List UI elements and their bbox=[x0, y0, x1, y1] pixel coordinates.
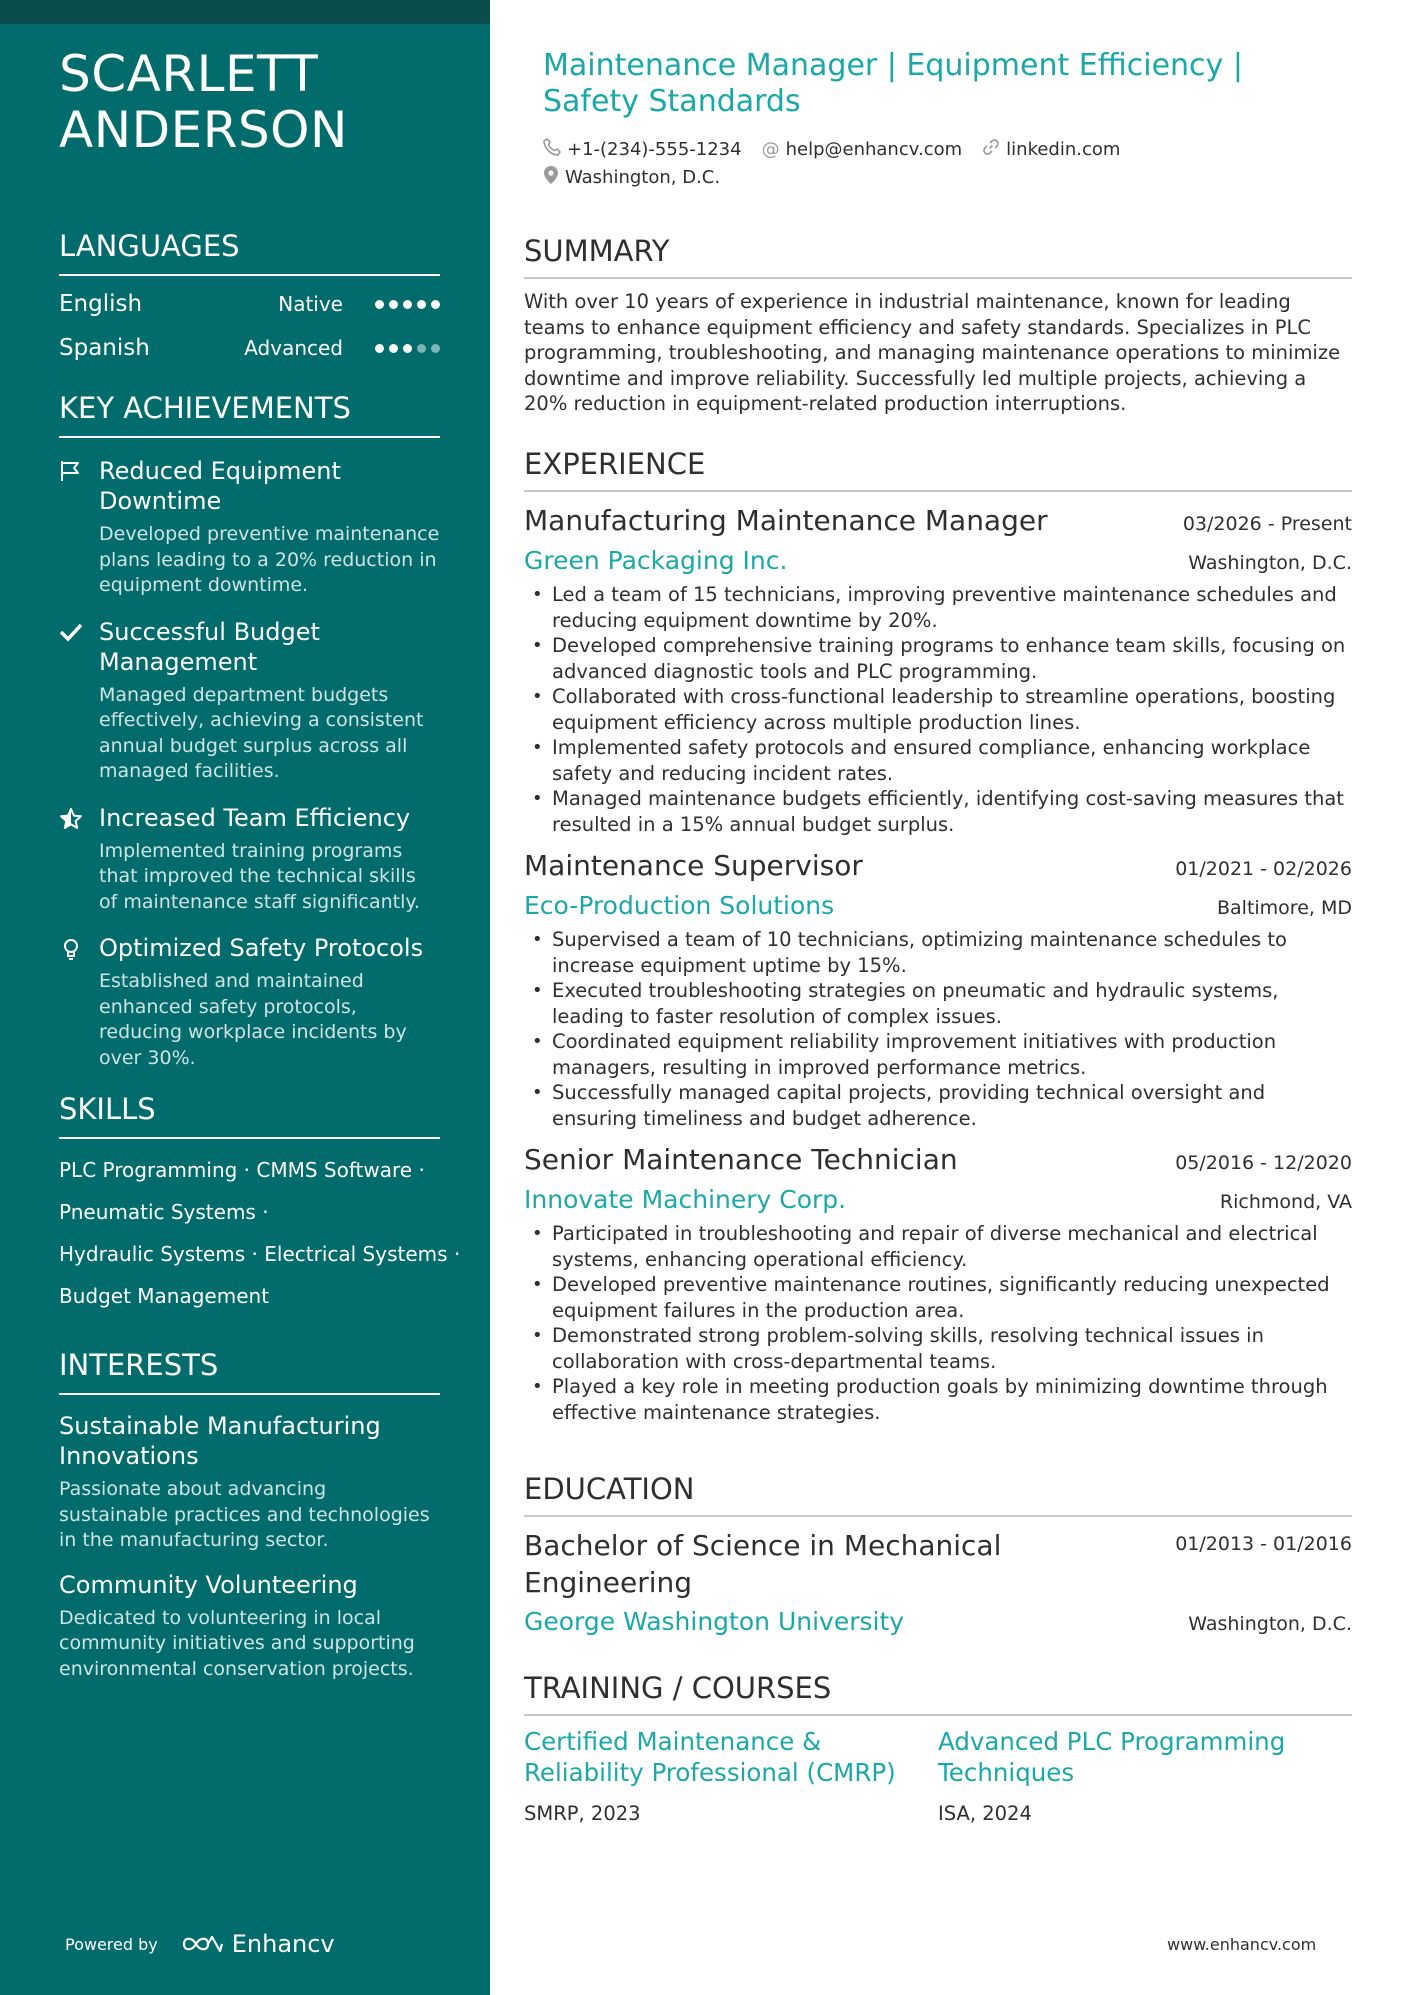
enhancv-logo-icon bbox=[180, 1932, 224, 1956]
language-row bbox=[59, 326, 440, 370]
education-entry bbox=[524, 1527, 1352, 1641]
training-section bbox=[524, 1670, 1352, 1825]
language-row bbox=[59, 282, 440, 326]
achievement-desc: Managed department budgets effectively, achieving a consistent annual budget surplus across all managed facilities. bbox=[99, 683, 424, 782]
interest-desc: Dedicated to volunteering in local community initiatives and supporting environmental conservation projects. bbox=[59, 1606, 415, 1680]
job-bullet: • Collaborated with cross-functional leadership to streamline operations, boosting equipment efficiency across multiple production lines. bbox=[524, 684, 1352, 735]
contact-linkedin[interactable] bbox=[982, 138, 1120, 161]
achievement-desc: Established and maintained enhanced safety protocols, reducing workplace incidents by over 30%. bbox=[99, 970, 407, 1069]
job-bullet: • Played a key role in meeting production goals by minimizing downtime through effective maintenance strategies. bbox=[524, 1374, 1352, 1425]
rating-dot-empty bbox=[417, 344, 426, 353]
summary-title: SUMMARY bbox=[524, 233, 1352, 279]
course-provider: SMRP, 2023 bbox=[524, 1802, 641, 1825]
achievement-title: Optimized Safety Protocols bbox=[99, 934, 424, 962]
company-name: Green Packaging Inc. bbox=[524, 546, 788, 575]
name-line-1: SCARLETT bbox=[59, 45, 319, 103]
sidebar-top-bar bbox=[0, 0, 490, 24]
achievement-title: Increased Team Efficiency bbox=[99, 803, 411, 832]
flag-icon bbox=[59, 456, 99, 599]
job-bullet: • Supervised a team of 10 technicians, optimizing maintenance schedules to increase equipment uptime by 15%. bbox=[524, 927, 1352, 978]
contact-phone[interactable] bbox=[543, 138, 742, 161]
skills-title: SKILLS bbox=[59, 1091, 440, 1139]
rating-dot-filled bbox=[417, 300, 426, 309]
interest-desc: Passionate about advancing sustainable practices and technologies in the manufacturing sector. bbox=[59, 1478, 430, 1551]
company-name: Eco-Production Solutions bbox=[524, 891, 835, 920]
job-title: Maintenance Supervisor bbox=[524, 849, 863, 882]
job-dates: 03/2026 - Present bbox=[1182, 513, 1352, 535]
language-name: Spanish bbox=[59, 335, 150, 361]
rating-dot-filled bbox=[375, 300, 384, 309]
interest-item bbox=[59, 1570, 440, 1683]
footer-url[interactable]: www.enhancv.com bbox=[1167, 1935, 1317, 1954]
skill-line: PLC Programming · CMMS Software · bbox=[59, 1158, 425, 1182]
job-location: Baltimore, MD bbox=[1216, 897, 1352, 919]
skill-line: Pneumatic Systems · bbox=[59, 1200, 269, 1224]
name-line-2: ANDERSON bbox=[59, 101, 348, 159]
achievement-item bbox=[59, 617, 440, 785]
job-location: Richmond, VA bbox=[1219, 1191, 1352, 1213]
language-rating bbox=[375, 300, 440, 309]
rating-dot-filled bbox=[389, 344, 398, 353]
phone-icon bbox=[543, 138, 561, 161]
language-rating bbox=[375, 344, 440, 353]
skills-section bbox=[59, 1091, 461, 1317]
languages-title: LANGUAGES bbox=[59, 228, 440, 276]
powered-by bbox=[65, 1930, 335, 1958]
interests-title: INTERESTS bbox=[59, 1347, 440, 1395]
sidebar bbox=[0, 0, 490, 1995]
enhancv-brand-text: Enhancv bbox=[231, 1930, 335, 1958]
degree: Bachelor of Science in Mechanical Engineering bbox=[524, 1529, 1002, 1599]
training-title: TRAINING / COURSES bbox=[524, 1670, 1352, 1716]
achievement-title: Successful Budget Management bbox=[99, 617, 320, 676]
rating-dot-filled bbox=[403, 300, 412, 309]
course-title: Advanced PLC Programming Techniques bbox=[938, 1727, 1286, 1787]
company-name: Innovate Machinery Corp. bbox=[524, 1185, 847, 1214]
job-bullet: • Executed troubleshooting strategies on pneumatic and hydraulic systems, leading to faster resolution of complex issues. bbox=[524, 978, 1352, 1029]
education-section bbox=[524, 1471, 1352, 1641]
achievement-item bbox=[59, 933, 440, 1071]
school-name: George Washington University bbox=[524, 1607, 905, 1636]
rating-dot-filled bbox=[431, 300, 440, 309]
contact-info bbox=[543, 135, 1343, 191]
experience-title: EXPERIENCE bbox=[524, 446, 1352, 492]
summary-text: With over 10 years of experience in industrial maintenance, known for leading teams to enhance equipment efficiency and safety standards. Specializes in PLC programming, troubleshooting, and managing maintenance operations to minimize downtime and improve reliability. Successfully led multiple projects, achieving a 20% reduction in equipment-related production interruptions. bbox=[524, 290, 1341, 415]
achievement-desc: Developed preventive maintenance plans leading to a 20% reduction in equipment downtime. bbox=[99, 523, 440, 596]
education-location: Washington, D.C. bbox=[1188, 1613, 1352, 1635]
achievements-section bbox=[59, 390, 440, 1071]
interest-title: Sustainable Manufacturing Innovations bbox=[59, 1412, 381, 1470]
job-bullets bbox=[524, 1221, 1352, 1425]
job-bullets bbox=[524, 927, 1352, 1131]
language-name: English bbox=[59, 291, 143, 317]
course-title: Certified Maintenance & Reliability Professional (CMRP) bbox=[524, 1727, 896, 1787]
interests-section bbox=[59, 1347, 440, 1682]
skill-line: Budget Management bbox=[59, 1284, 270, 1308]
checkmark-icon bbox=[59, 617, 99, 785]
interest-title: Community Volunteering bbox=[59, 1570, 358, 1599]
enhancv-logo[interactable] bbox=[180, 1930, 335, 1958]
at-icon: @ bbox=[761, 138, 780, 160]
experience-section bbox=[524, 446, 1352, 1425]
language-level: Native bbox=[278, 292, 343, 316]
education-dates: 01/2013 - 01/2016 bbox=[1175, 1533, 1352, 1555]
rating-dot-empty bbox=[431, 344, 440, 353]
achievement-desc: Implemented training programs that improved the technical skills of maintenance staff significantly. bbox=[99, 839, 420, 913]
course-provider: ISA, 2024 bbox=[938, 1802, 1032, 1825]
contact-location bbox=[543, 165, 720, 190]
rating-dot-filled bbox=[375, 344, 384, 353]
language-level: Advanced bbox=[244, 336, 343, 360]
job-dates: 01/2021 - 02/2026 bbox=[1175, 858, 1352, 880]
achievement-item bbox=[59, 803, 440, 916]
achievements-title: KEY ACHIEVEMENTS bbox=[59, 390, 440, 438]
job-bullet: • Participated in troubleshooting and repair of diverse mechanical and electrical systems, enhancing operational efficiency. bbox=[524, 1221, 1352, 1272]
achievement-title: Reduced Equipment Downtime bbox=[99, 457, 341, 515]
achievement-item bbox=[59, 456, 440, 599]
job-entry bbox=[524, 847, 1352, 1131]
job-entry bbox=[524, 1141, 1352, 1425]
job-bullets bbox=[524, 582, 1352, 837]
languages-section bbox=[59, 228, 440, 370]
phone-text: +1-(234)-555-1234 bbox=[567, 138, 742, 160]
job-bullet: • Successfully managed capital projects, providing technical oversight and ensuring timeliness and budget adherence. bbox=[524, 1080, 1352, 1131]
job-dates: 05/2016 - 12/2020 bbox=[1175, 1152, 1352, 1174]
candidate-name bbox=[59, 46, 440, 158]
star-icon bbox=[59, 803, 99, 916]
interest-item bbox=[59, 1411, 440, 1554]
link-icon bbox=[982, 138, 1000, 161]
job-bullet: • Coordinated equipment reliability improvement initiatives with production managers, resulting in improved performance metrics. bbox=[524, 1029, 1352, 1080]
job-bullet: • Implemented safety protocols and ensured compliance, enhancing workplace safety and reducing incident rates. bbox=[524, 735, 1352, 786]
powered-by-label: Powered by bbox=[65, 1934, 158, 1954]
email-text: help@enhancv.com bbox=[785, 138, 963, 160]
summary-section bbox=[524, 233, 1352, 417]
job-title: Manufacturing Maintenance Manager bbox=[524, 504, 1048, 537]
course-item bbox=[938, 1726, 1352, 1825]
course-item bbox=[524, 1726, 938, 1825]
contact-email[interactable] bbox=[762, 139, 963, 160]
rating-dot-filled bbox=[389, 300, 398, 309]
location-pin-icon bbox=[543, 165, 559, 190]
education-title: EDUCATION bbox=[524, 1471, 1352, 1517]
location-text: Washington, D.C. bbox=[565, 166, 721, 188]
rating-dot-filled bbox=[403, 344, 412, 353]
job-bullet: • Demonstrated strong problem-solving skills, resolving technical issues in collaboration with cross-departmental teams. bbox=[524, 1323, 1352, 1374]
job-entry bbox=[524, 502, 1352, 837]
job-bullet: • Developed preventive maintenance routines, significantly reducing unexpected equipment failures in the production area. bbox=[524, 1272, 1352, 1323]
skill-line: Hydraulic Systems · Electrical Systems · bbox=[59, 1242, 461, 1266]
job-title: Senior Maintenance Technician bbox=[524, 1143, 958, 1176]
job-location: Washington, D.C. bbox=[1188, 552, 1352, 574]
linkedin-text: linkedin.com bbox=[1006, 138, 1121, 160]
job-bullet: • Led a team of 15 technicians, improving preventive maintenance schedules and reducing equipment downtime by 20%. bbox=[524, 582, 1352, 633]
headline: Maintenance Manager | Equipment Efficiency | Safety Standards bbox=[543, 48, 1243, 119]
job-bullet: • Managed maintenance budgets efficiently, identifying cost-saving measures that resulted in a 15% annual budget surplus. bbox=[524, 786, 1352, 837]
lightbulb-icon bbox=[59, 933, 99, 1071]
job-bullet: • Developed comprehensive training programs to enhance team skills, focusing on advanced diagnostic tools and PLC programming. bbox=[524, 633, 1352, 684]
